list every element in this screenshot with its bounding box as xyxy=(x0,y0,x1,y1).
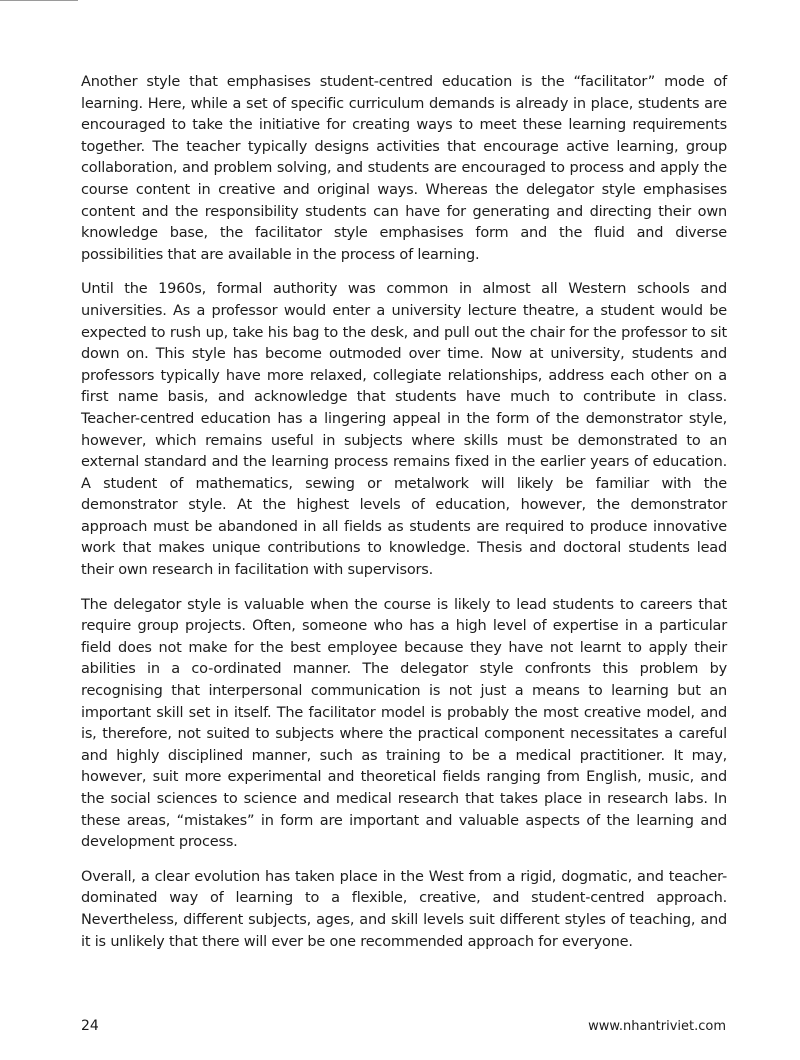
paragraph-facilitator-style: Another style that emphasises student-centred education is the “facilitator” mode of learning. Here, while a set of specific curriculum demands is already in place, students are encouraged to take the initiative for creating ways to meet these learning requirements together. The teacher typically designs activities that encourage active learning, group collaboration, and problem solving, and students are encouraged to process and apply the course content in creative and original ways. Whereas the delegator style emphasises content and the responsibility students can have for generating and directing their own knowledge base, the facilitator style emphasises form and the fluid and diverse possibilities that are available in the process of learning. xyxy=(81,74,727,263)
website-url: www.nhantriviet.com xyxy=(588,1019,726,1034)
paragraph-formal-authority: Until the 1960s, formal authority was common in almost all Western schools and universities. As a professor would enter a university lecture theatre, a student would be expected to rush up, take his bag to the desk, and pull out the chair for the professor to sit down on. This style has become outmoded over time. Now at university, students and professors typically have more relaxed, collegiate relationships, address each other on a first name basis, and acknowledge that students have much to contribute in class. Teacher-centred education has a lingering appeal in the form of the demonstrator style, however, which remains useful in subjects where skills must be demonstrated to an external standard and the learning process remains fixed in the earlier years of education. A student of mathematics, sewing or metalwork will likely be familiar with the demonstrator style. At the highest levels of education, however, the demonstrator approach must be abandoned in all fields as students are required to produce innovative work that makes unique contributions to knowledge. Thesis and doctoral students lead their own research in facilitation with supervisors. xyxy=(81,281,727,579)
page-number: 24 xyxy=(81,1018,99,1034)
paragraph-conclusion: Overall, a clear evolution has taken place in the West from a rigid, dogmatic, and teacher-dominated way of learning to a flexible, creative, and student-centred approach. Nevertheless, different subjects, ages, and skill levels suit different styles of teaching, and it is unlikely that there will ever be one recommended approach for everyone. xyxy=(81,868,727,950)
top-rule xyxy=(0,0,78,1)
page-body xyxy=(81,72,727,953)
paragraph-delegator-style: The delegator style is valuable when the course is likely to lead students to careers that require group projects. Often, someone who has a high level of expertise in a particular field does not make for the best employee because they have not learnt to apply their abilities in a co-ordinated manner. The delegator style confronts this problem by recognising that interpersonal communication is not just a means to learning but an important skill set in itself. The facilitator model is probably the most creative model, and is, therefore, not suited to subjects where the practical component necessitates a careful and highly disciplined manner, such as training to be a medical practitioner. It may, however, suit more experimental and theoretical fields ranging from English, music, and the social sciences to science and medical research that takes place in research labs. In these areas, “mistakes” in form are important and valuable aspects of the learning and development process. xyxy=(81,596,727,851)
